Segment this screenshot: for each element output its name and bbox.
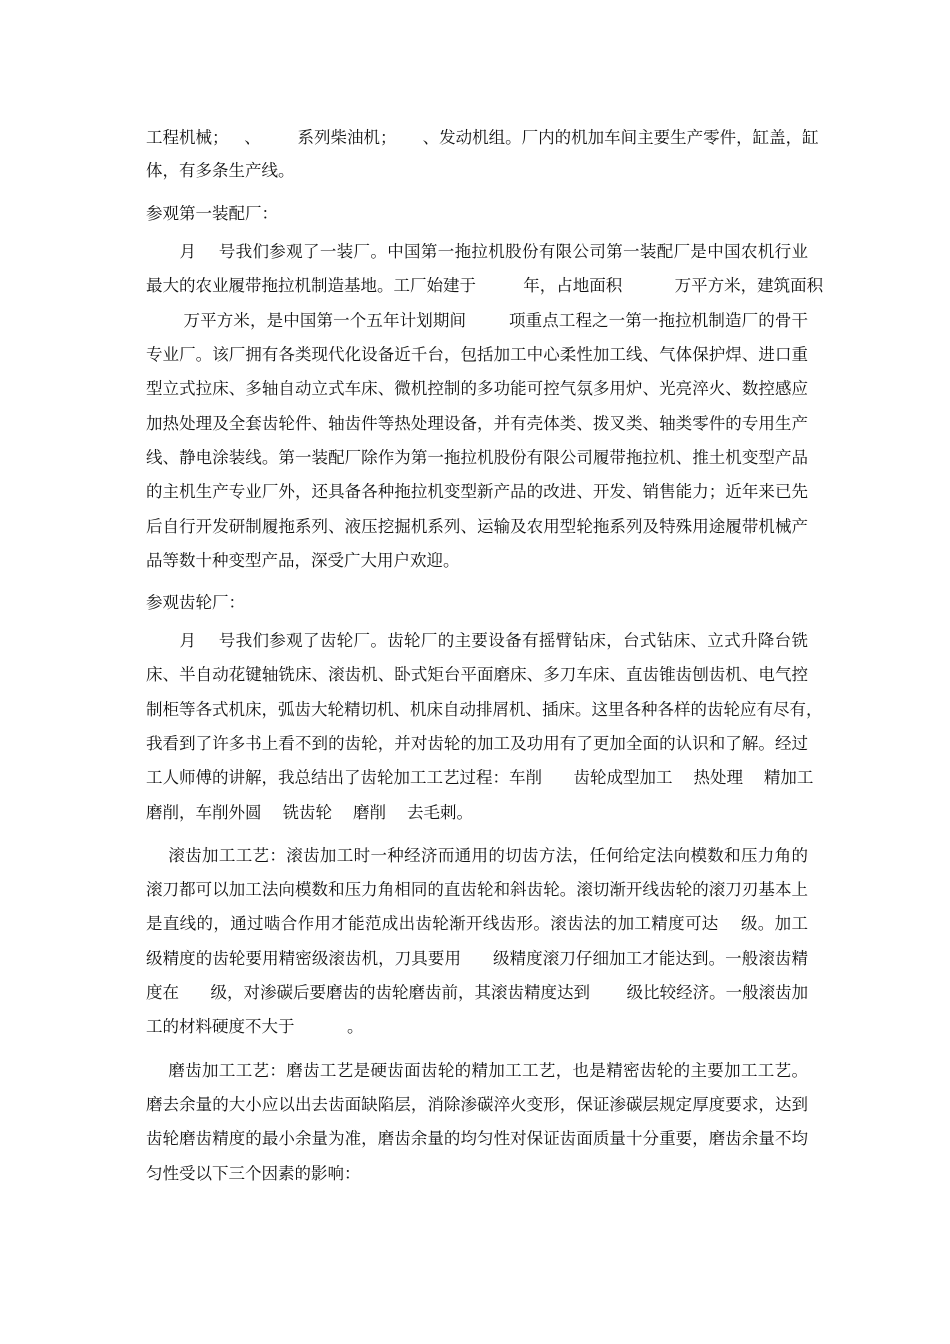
text-line: 线、静电涂装线。第一装配厂除作为第一拖拉机股份有限公司履带拖拉机、推土机变型产品	[146, 448, 808, 467]
text-line: 匀性受以下三个因素的影响：	[146, 1164, 361, 1183]
text-line: 是直线的，通过啮合作用才能范成出齿轮渐开线齿形。滚齿法的加工精度可达 级。加工	[146, 914, 808, 933]
text-line: 床、半自动花键轴铣床、滚齿机、卧式矩台平面磨床、多刀车床、直齿锥齿刨齿机、电气控	[146, 665, 808, 684]
text-line: 型立式拉床、多轴自动立式车床、微机控制的多功能可控气氛多用炉、光亮淬火、数控感应	[146, 379, 808, 398]
text-line: 工程机械； 、 系列柴油机； 、发动机组。厂内的机加车间主要生产零件，缸盖，缸	[146, 128, 819, 147]
text-line: 齿轮磨齿精度的最小余量为准，磨齿余量的均匀性对保证齿面质量十分重要，磨齿余量不均	[146, 1129, 808, 1148]
text-line: 滚齿加工工艺：滚齿加工时一种经济而通用的切齿方法，任何给定法向模数和压力角的	[146, 846, 808, 865]
section-heading: 参观齿轮厂：	[146, 593, 245, 612]
text-line: 工的材料硬度不大于 。	[146, 1017, 364, 1036]
text-line: 万平方米，是中国第一个五年计划期间 项重点工程之一第一拖拉机制造厂的骨干	[146, 311, 808, 330]
section-heading: 参观第一装配厂：	[146, 204, 278, 223]
text-line: 滚刀都可以加工法向模数和压力角相同的直齿轮和斜齿轮。滚切渐开线齿轮的滚刀刃基本上	[146, 880, 808, 899]
text-line: 的主机生产专业厂外，还具备各种拖拉机变型新产品的改进、开发、销售能力；近年来已先	[146, 482, 808, 501]
text-line: 最大的农业履带拖拉机制造基地。工厂始建于 年，占地面积 万平方米，建筑面积	[146, 276, 824, 295]
text-line: 制柜等各式机床，弧齿大轮精切机、机床自动排屑机、插床。这里各种各样的齿轮应有尽有，	[146, 700, 823, 719]
text-line: 我看到了许多书上看不到的齿轮，并对齿轮的加工及功用有了更加全面的认识和了解。经过	[146, 734, 808, 753]
text-line: 加热处理及全套齿轮件、轴齿件等热处理设备，并有壳体类、拨叉类、轴类零件的专用生产	[146, 414, 808, 433]
text-line: 体，有多条生产线。	[146, 161, 295, 180]
text-line: 月 号我们参观了齿轮厂。齿轮厂的主要设备有摇臂钻床，台式钻床、立式升降台铣	[146, 631, 808, 650]
text-line: 后自行开发研制履拖系列、液压挖掘机系列、运输及农用型轮拖系列及特殊用途履带机械产	[146, 517, 808, 536]
text-line: 磨去余量的大小应以出去齿面缺陷层，消除渗碳淬火变形，保证渗碳层规定厚度要求，达到	[146, 1095, 808, 1114]
text-line: 级精度的齿轮要用精密级滚齿机，刀具要用 级精度滚刀仔细加工才能达到。一般滚齿精	[146, 949, 808, 968]
text-line: 月 号我们参观了一装厂。中国第一拖拉机股份有限公司第一装配厂是中国农机行业	[146, 242, 808, 261]
text-line: 度在 级，对渗碳后要磨齿的齿轮磨齿前，其滚齿精度达到 级比较经济。一般滚齿加	[146, 983, 809, 1002]
text-line: 工人师傅的讲解，我总结出了齿轮加工工艺过程：车削 齿轮成型加工 热处理 精加工	[146, 768, 814, 787]
text-line: 专业厂。该厂拥有各类现代化设备近千台，包括加工中心柔性加工线、气体保护焊、进口重	[146, 345, 808, 364]
text-line: 品等数十种变型产品，深受广大用户欢迎。	[146, 551, 460, 570]
text-line: 磨削，车削外圆 铣齿轮 磨削 去毛刺。	[146, 803, 473, 822]
text-line: 磨齿加工工艺：磨齿工艺是硬齿面齿轮的精加工工艺，也是精密齿轮的主要加工工艺。	[146, 1061, 808, 1080]
